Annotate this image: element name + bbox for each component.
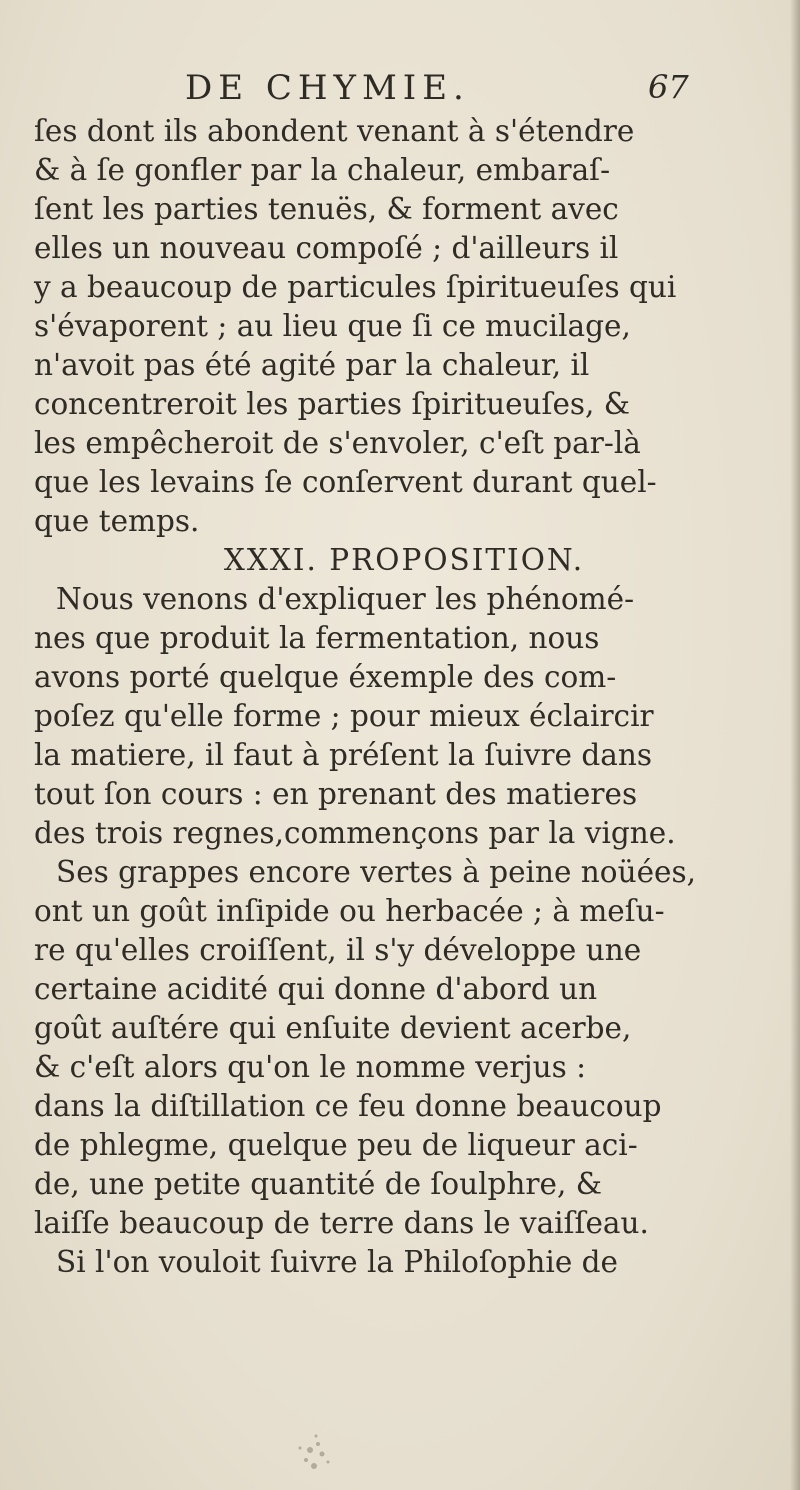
text-line: goût auſtére qui enſuite devient acerbe,: [34, 1011, 632, 1045]
text-line: des trois regnes,commençons par la vigne.: [34, 816, 676, 850]
text-line: laiſſe beaucoup de terre dans le vaiſſeau.: [34, 1206, 649, 1240]
text-line: de phlegme, quelque peu de liqueur aci-: [34, 1128, 638, 1162]
text-line: tout ſon cours : en prenant des matieres: [34, 777, 638, 811]
text-line: Si l'on vouloit ſuivre la Philoſophie de: [56, 1245, 618, 1279]
text-line: de, une petite quantité de ſoulphre, &: [34, 1167, 602, 1201]
text-line: s'évaporent ; au lieu que ſi ce mucilage,: [34, 309, 631, 343]
running-head-title: DE CHYMIE.: [185, 68, 470, 108]
page-edge-shadow: [790, 0, 800, 1490]
text-line: & à ſe gonfler par la chaleur, embaraſ-: [34, 153, 611, 187]
text-line: ont un goût inſipide ou herbacée ; à meſu-: [34, 894, 665, 928]
section-heading: XXXI. PROPOSITION.: [223, 543, 585, 577]
text-line: n'avoit pas été agité par la chaleur, il: [34, 348, 590, 382]
paragraph-first-line: Nous venons d'expliquer les phénomé-: [56, 582, 635, 616]
text-line: la matiere, il faut à préſent la ſuivre dans: [34, 738, 652, 772]
page-number: 67: [648, 68, 689, 106]
text-line: certaine acidité qui donne d'abord un: [34, 972, 598, 1006]
text-line: ſes dont ils abondent venant à s'étendre: [34, 114, 635, 148]
text-line: les empêcheroit de s'envoler, c'eſt par-là: [34, 426, 641, 460]
text-line: elles un nouveau compoſé ; d'ailleurs il: [34, 231, 619, 265]
text-line: dans la diſtillation ce feu donne beaucoup: [34, 1089, 662, 1123]
text-line: concentreroit les parties ſpiritueuſes, &: [34, 387, 631, 421]
text-line: Ses grappes encore vertes à peine noüées,: [56, 855, 696, 889]
text-line: nes que produit la fermentation, nous: [34, 621, 600, 655]
text-line: avons porté quelque éxemple des com-: [34, 660, 617, 694]
text-line: que temps.: [34, 504, 200, 538]
text-block: [34, 112, 754, 1282]
text-line: ſent les parties tenuës, & forment avec: [34, 192, 619, 226]
text-line: re qu'elles croiſſent, il s'y développe une: [34, 933, 642, 967]
bleed-through-stain: [270, 1420, 360, 1480]
running-head: [0, 68, 800, 118]
text-line: y a beaucoup de particules ſpiritueuſes qui: [34, 270, 677, 304]
text-line: poſez qu'elle forme ; pour mieux éclaircir: [34, 699, 654, 733]
text-line: & c'eſt alors qu'on le nomme verjus :: [34, 1050, 587, 1084]
text-line: que les levains ſe conſervent durant quel-: [34, 465, 657, 499]
